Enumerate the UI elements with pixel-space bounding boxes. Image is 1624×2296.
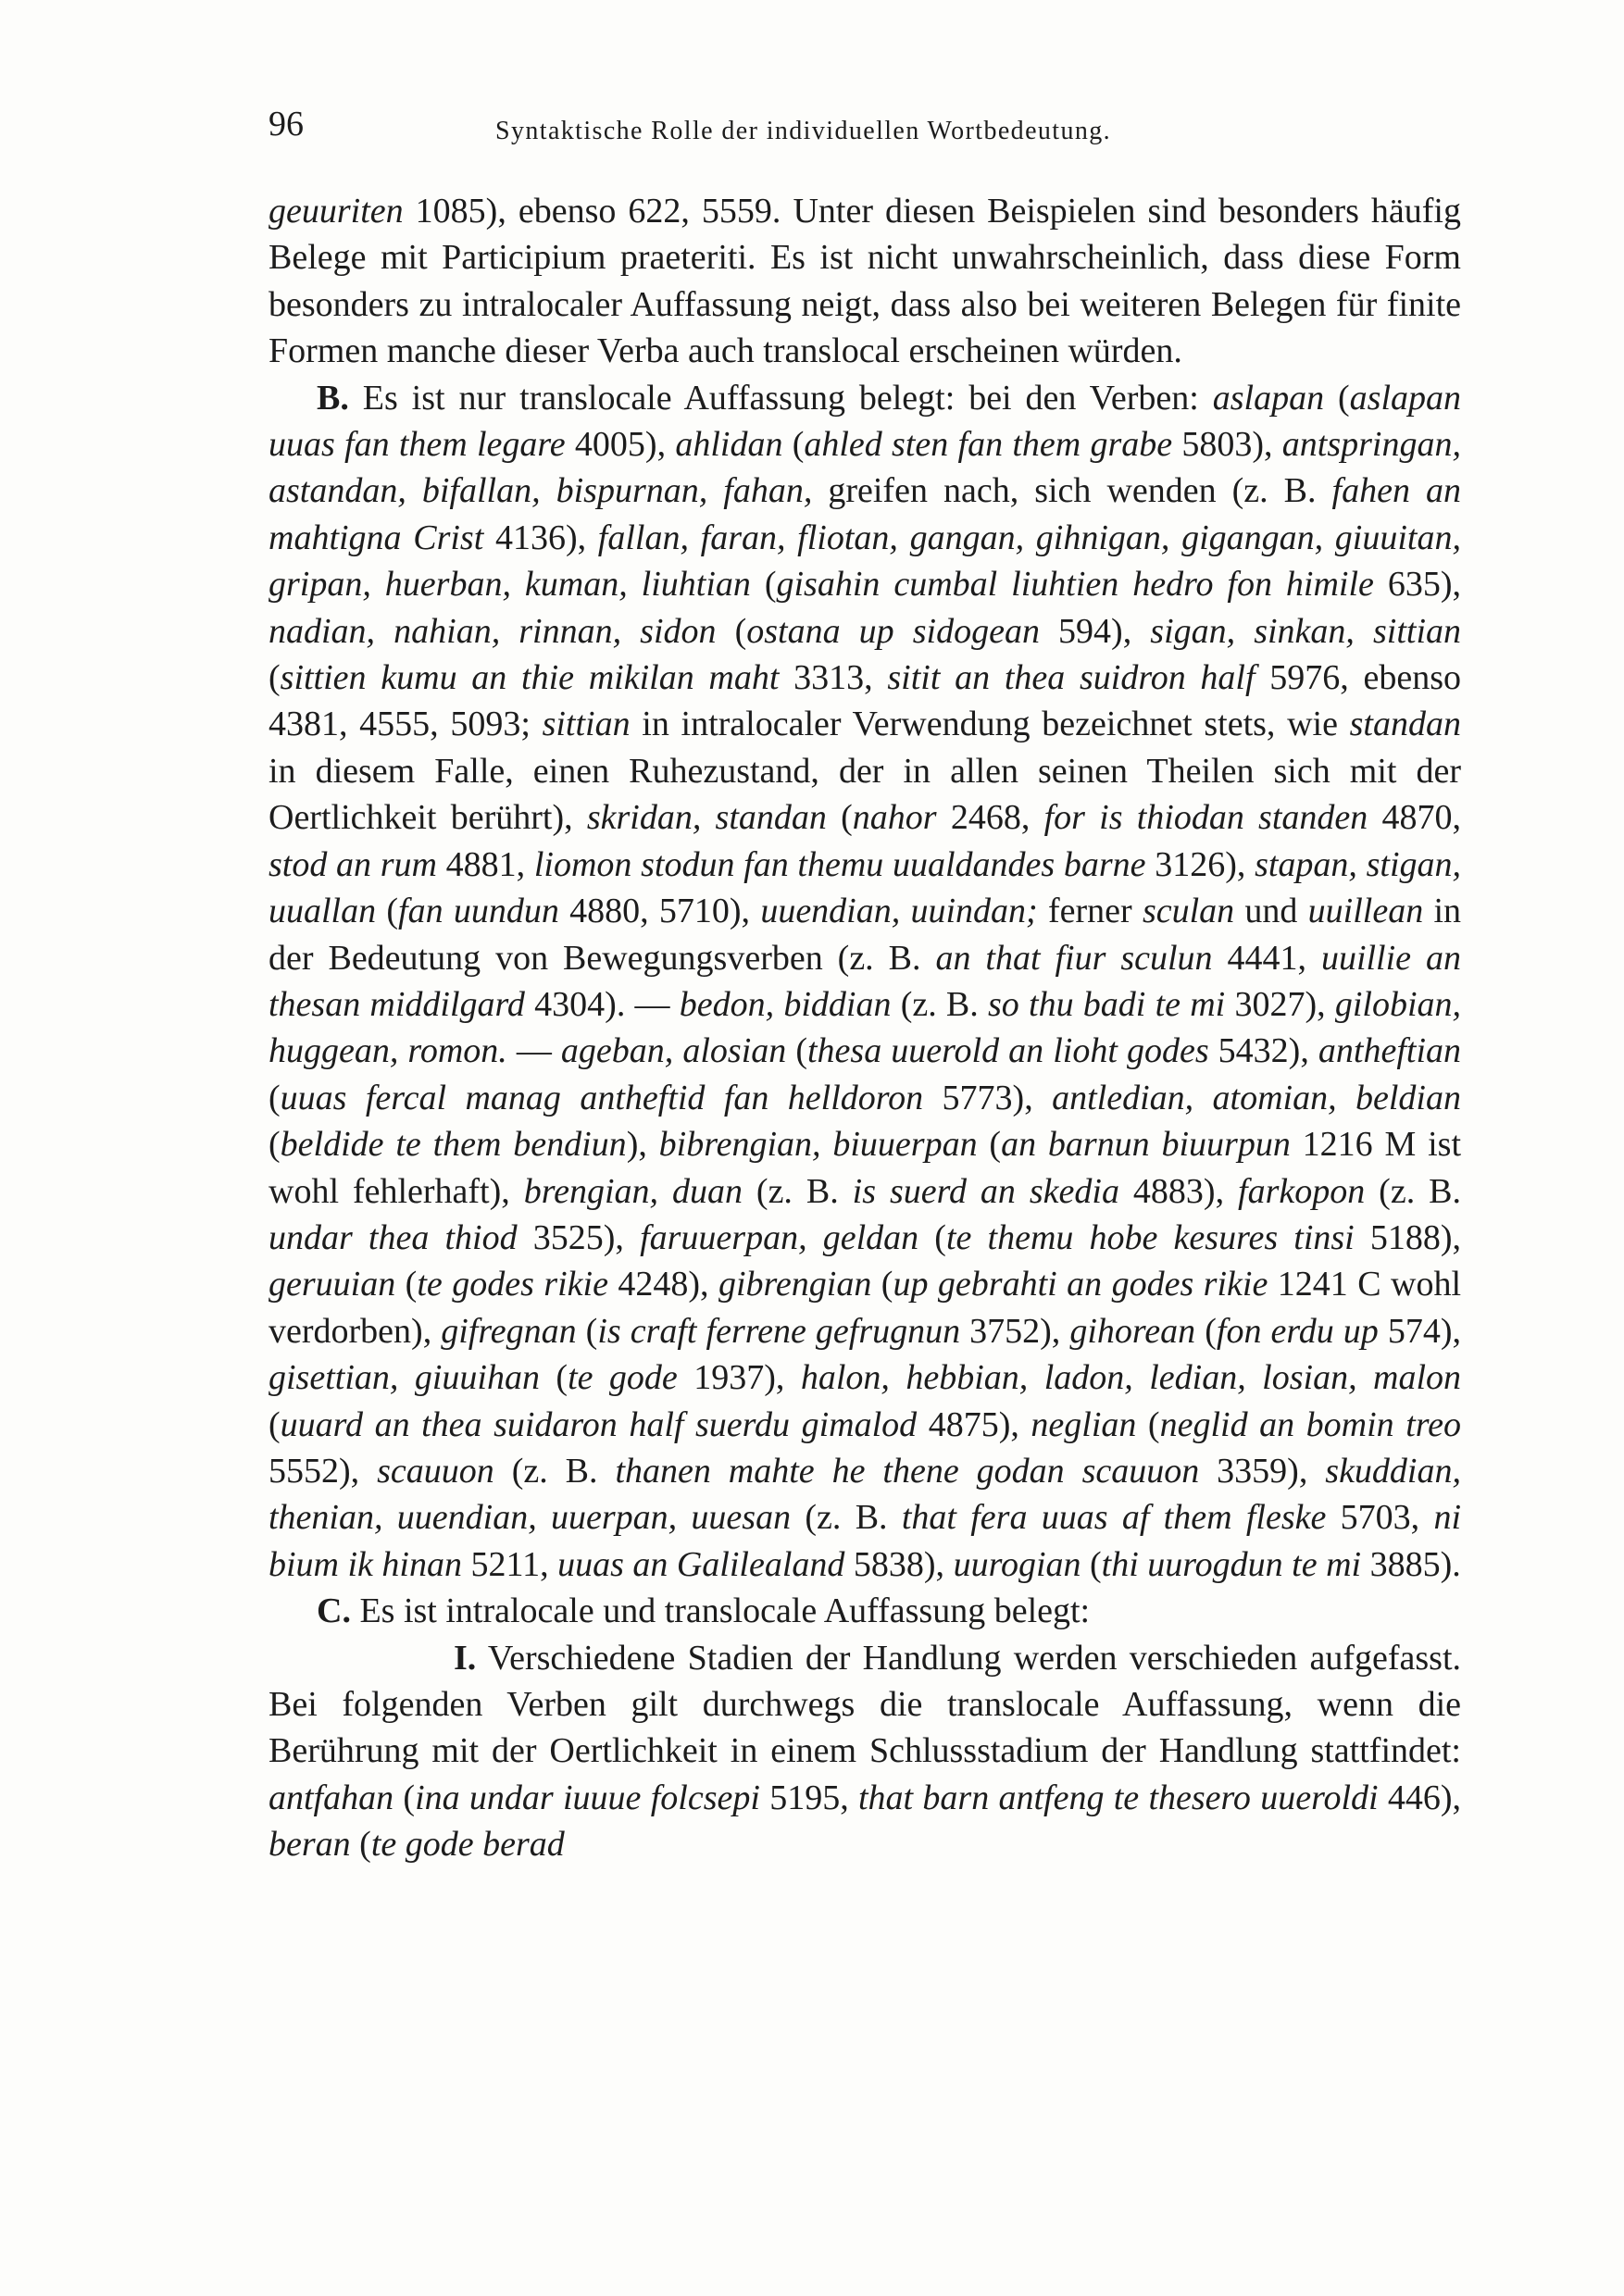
italic-citation: ostana up sidogean: [746, 611, 1040, 651]
italic-citation: gifregnan: [441, 1311, 577, 1351]
text-run: 3313,: [779, 658, 888, 698]
italic-citation: te gode: [568, 1358, 678, 1398]
text-run: (: [1195, 1311, 1217, 1351]
text-run: und: [1234, 892, 1308, 931]
text-run: (: [750, 565, 777, 605]
text-run: 4870,: [1368, 798, 1461, 838]
text-run: 4880, 5710),: [558, 892, 761, 931]
text-run: 4881,: [436, 844, 534, 884]
italic-citation: liomon stodun fan themu uualdandes barne: [533, 844, 1146, 884]
text-run: in intralocaler Verwendung bezeichnet stets, wie: [630, 705, 1350, 744]
italic-citation: te themu hobe kesures tinsi: [945, 1217, 1355, 1257]
text-run: 3885).: [1361, 1544, 1461, 1584]
italic-citation: halon, hebbian, ladon, ledian, losian, malon: [800, 1358, 1462, 1398]
paragraph-c1: [269, 1635, 1461, 1868]
text-run: 3359),: [1199, 1451, 1326, 1491]
italic-citation: fon erdu up: [1216, 1311, 1379, 1351]
italic-citation: aslapan uuas fan them legare: [269, 378, 1462, 465]
italic-citation: ahled sten fan them grabe: [804, 425, 1173, 465]
italic-citation: neglian: [1031, 1404, 1137, 1444]
section-label: B.: [317, 378, 349, 418]
text-run: 4883),: [1118, 1171, 1239, 1211]
text-run: 3525),: [517, 1217, 641, 1257]
italic-citation: sigan, sinkan, sittian: [1150, 611, 1462, 651]
text-run: 594),: [1039, 611, 1151, 651]
text-run: Es ist nur translocale Auffassung belegt: bei den Verben:: [348, 378, 1213, 418]
text-run: in der Bedeutung von Bewegungsverben (z. B.: [269, 892, 1462, 978]
text-run: (: [376, 892, 399, 931]
text-run: (: [786, 1031, 807, 1071]
italic-citation: uuas fercal manag antheftid fan helldoron: [280, 1078, 924, 1117]
text-run: (z. B.: [791, 1498, 902, 1538]
text-run: 4248),: [607, 1265, 718, 1304]
italic-citation: te godes rikie: [417, 1265, 608, 1304]
italic-citation: scauuon: [377, 1451, 494, 1491]
italic-citation: ni bium ik hinan: [269, 1498, 1462, 1584]
italic-citation: bedon, biddian: [679, 984, 892, 1024]
text-run: in diesem Falle, einen Ruhezustand, der in allen seinen Theilen sich mit der Oertlichkeit berührt),: [269, 751, 1461, 838]
text-run: (: [1081, 1544, 1102, 1584]
text-run: 1216 M ist wohl fehlerhaft),: [269, 1125, 1462, 1211]
italic-citation: uurogian: [953, 1544, 1081, 1584]
text-run: 1085), ebenso 622, 5559. Unter diesen Beispielen sind besonders häufig Belege mit Participium praeteriti. Es ist nicht unwahrscheinlich, dass diese Form besonders zu intralocaler Auffassung neigt, dass also bei weiteren Belegen für finite Formen manche dieser Verba auch translocal erscheinen würden.: [269, 192, 1461, 371]
text-run: (z. B.: [742, 1171, 853, 1211]
italic-citation: stod an rum: [269, 844, 437, 884]
text-run: 4441,: [1212, 938, 1321, 978]
text-run: (: [395, 1265, 418, 1304]
italic-citation: sculan: [1142, 892, 1235, 931]
text-run: —: [506, 1031, 561, 1071]
italic-citation: neglid an bomin treo: [1159, 1404, 1462, 1444]
italic-citation: te gode berad: [370, 1825, 565, 1865]
running-title: Syntaktische Rolle der individuellen Wortbedeutung.: [495, 117, 1112, 145]
text-run: (: [871, 1265, 893, 1304]
text-run: (: [918, 1217, 946, 1257]
paragraph-b: [269, 375, 1461, 1589]
italic-citation: farkopon: [1238, 1171, 1366, 1211]
text-run: 3752),: [960, 1311, 1070, 1351]
italic-citation: brengian, duan: [523, 1171, 743, 1211]
italic-citation: geuuriten: [269, 192, 404, 231]
text-run: 3126),: [1145, 844, 1255, 884]
italic-citation: an barnun biuurpun: [1001, 1125, 1291, 1165]
italic-citation: ahlidan: [675, 425, 783, 465]
italic-citation: skridan, standan: [586, 798, 827, 838]
italic-citation: gisahin cumbal liuhtien hedro fon himile: [776, 565, 1374, 605]
italic-citation: faruuerpan, geldan: [640, 1217, 919, 1257]
text-run: 5773),: [923, 1078, 1053, 1117]
italic-citation: sittien kumu an thie mikilan maht: [280, 658, 780, 698]
text-run: 5803),: [1172, 425, 1282, 465]
text-run: greifen nach, sich wenden (z. B.: [812, 471, 1332, 511]
section-label: C.: [317, 1591, 351, 1631]
italic-citation: up gebrahti an godes rikie: [893, 1265, 1268, 1304]
text-run: 1937),: [677, 1358, 801, 1398]
text-run: 635),: [1373, 565, 1462, 605]
page-header: [269, 104, 1213, 159]
italic-citation: antfahan: [269, 1778, 394, 1817]
text-run: (: [269, 1125, 281, 1165]
text-run: (: [1324, 378, 1350, 418]
text-run: 5552),: [269, 1451, 378, 1491]
italic-citation: fan uundun: [398, 892, 559, 931]
text-run: (: [269, 658, 281, 698]
text-run: 5195,: [759, 1778, 858, 1817]
text-run: (: [269, 1078, 281, 1117]
italic-citation: bibrengian, biuuerpan: [658, 1125, 978, 1165]
italic-citation: uuillie an thesan middilgard: [269, 938, 1461, 1024]
italic-citation: uuard an thea suidaron half suerdu gimalod: [280, 1404, 918, 1444]
paragraph-c: [269, 1588, 1461, 1634]
italic-citation: gihorean: [1069, 1311, 1196, 1351]
text-run: Es ist intralocale und translocale Auffassung belegt:: [350, 1591, 1091, 1631]
italic-citation: aslapan: [1212, 378, 1325, 418]
text-run: (z. B.: [1365, 1171, 1461, 1211]
italic-citation: standan: [1349, 705, 1461, 744]
italic-citation: antledian, atomian, beldian: [1052, 1078, 1461, 1117]
text-run: (: [782, 425, 805, 465]
italic-citation: stapan, stigan, uuallan: [269, 844, 1462, 931]
text-run: 1241 C wohl verdorben),: [269, 1265, 1462, 1351]
italic-citation: thesa uuerold an lioht godes: [806, 1031, 1209, 1071]
italic-citation: beran: [269, 1825, 351, 1865]
text-run: 4005),: [565, 425, 676, 465]
text-run: 5703,: [1326, 1498, 1434, 1538]
text-run: 5188),: [1354, 1217, 1462, 1257]
italic-citation: undar thea thiod: [269, 1217, 518, 1257]
text-run: 3027),: [1225, 984, 1335, 1024]
italic-citation: nahor: [852, 798, 937, 838]
italic-citation: antspringan, astandan, bifallan, bispurnan, fahan,: [269, 425, 1461, 511]
italic-citation: uuendian, uuindan;: [760, 892, 1038, 931]
body-text: [269, 188, 1461, 1868]
italic-citation: gibrengian: [718, 1265, 872, 1304]
text-run: 5432),: [1208, 1031, 1318, 1071]
italic-citation: fahen an mahtigna Crist: [269, 471, 1461, 557]
text-run: 2468,: [936, 798, 1044, 838]
italic-citation: gisettian, giuuihan: [269, 1358, 540, 1398]
text-run: 5976, ebenso 4381, 4555, 5093;: [269, 658, 1462, 744]
italic-citation: fallan, faran, fliotan, gangan, gihnigan, gigangan, giuuitan, gripan, huerban, kuman, liuhtian: [269, 518, 1461, 605]
section-label: I.: [454, 1638, 477, 1678]
italic-citation: an that fiur sculun: [935, 938, 1213, 978]
text-run: (: [826, 798, 853, 838]
text-run: (: [716, 611, 747, 651]
italic-citation: ageban, alosian: [560, 1031, 787, 1071]
italic-citation: sitit an thea suidron half: [887, 658, 1255, 698]
italic-citation: thi uurogdun te mi: [1101, 1544, 1362, 1584]
italic-citation: sittian: [542, 705, 631, 744]
italic-citation: skuddian, thenian, uuendian, uuerpan, uuesan: [269, 1451, 1461, 1538]
text-run: (: [350, 1825, 371, 1865]
italic-citation: so thu badi te mi: [988, 984, 1226, 1024]
italic-citation: that fera uuas af them fleske: [901, 1498, 1327, 1538]
text-run: 446),: [1378, 1778, 1462, 1817]
text-run: 5211,: [461, 1544, 558, 1584]
text-run: (: [977, 1125, 1002, 1165]
italic-citation: antheftian: [1318, 1031, 1462, 1071]
text-run: ferner: [1037, 892, 1143, 931]
paragraph-intro: [269, 188, 1461, 375]
text-run: 4304). —: [524, 984, 680, 1024]
text-run: (: [269, 1404, 281, 1444]
text-run: (z. B.: [493, 1451, 616, 1491]
page-number: 96: [269, 105, 304, 144]
text-run: (: [576, 1311, 598, 1351]
italic-citation: is suerd an skedia: [852, 1171, 1119, 1211]
italic-citation: ina undar iuuue folcsepi: [415, 1778, 760, 1817]
italic-citation: thanen mahte he thene godan scauuon: [615, 1451, 1200, 1491]
text-run: 4136),: [483, 518, 598, 557]
text-run: (: [394, 1778, 416, 1817]
italic-citation: gilobian, huggean, romon.: [269, 984, 1462, 1071]
italic-citation: for is thiodan standen: [1043, 798, 1368, 838]
text-run: 4875),: [917, 1404, 1031, 1444]
text-run: (: [539, 1358, 568, 1398]
italic-citation: is craft ferrene gefrugnun: [597, 1311, 961, 1351]
italic-citation: geruuian: [269, 1265, 396, 1304]
text-run: (z. B.: [891, 984, 988, 1024]
italic-citation: uuas an Galilealand: [557, 1544, 845, 1584]
italic-citation: beldide te them bendiun: [280, 1125, 627, 1165]
italic-citation: that barn antfeng te thesero uueroldi: [858, 1778, 1379, 1817]
text-run: 5838),: [844, 1544, 954, 1584]
text-run: Verschiedene Stadien der Handlung werden verschieden aufgefasst. Bei folgenden Verben gilt durchwegs die translocale Auffassung, wenn die Berührung mit der Oertlichkeit in einem Schlussstadium der Handlung stattfindet:: [269, 1638, 1461, 1771]
italic-citation: nadian, nahian, rinnan, sidon: [269, 611, 717, 651]
text-run: 574),: [1378, 1311, 1461, 1351]
text-run: ),: [626, 1125, 659, 1165]
italic-citation: uuillean: [1307, 892, 1424, 931]
text-run: (: [1136, 1404, 1160, 1444]
